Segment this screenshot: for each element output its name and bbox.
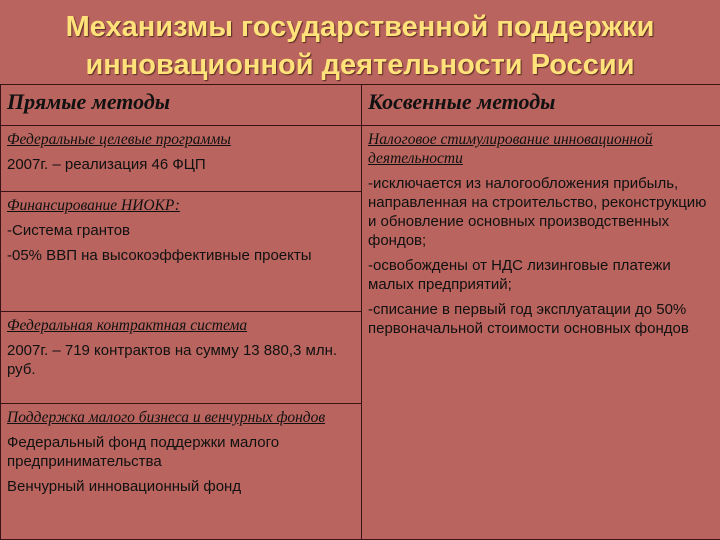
cell-heading: Федеральные целевые программы	[7, 131, 231, 149]
title-line-1: Механизмы государственной поддержки	[65, 11, 655, 43]
cell-text: -освобождены от НДС лизинговые платежи малых предприятий;	[368, 257, 671, 294]
direct-cell-venture	[1, 403, 362, 539]
direct-cell-programs	[1, 126, 362, 192]
cell-text: -исключается из налогообложения прибыль, направленная на строительство, реконструкцию и обновление основных производственных фондов;	[368, 175, 707, 250]
direct-cell-rnd	[1, 191, 362, 311]
cell-text: Венчурный инновационный фонд	[7, 477, 242, 495]
cell-heading: Финансирование НИОКР:	[7, 196, 180, 214]
cell-text: -05% ВВП на высокоэффективные проекты	[7, 246, 312, 264]
cell-text: -Система грантов	[7, 221, 131, 239]
cell-heading: Федеральная контрактная система	[7, 316, 248, 334]
indirect-cell-tax	[362, 126, 720, 540]
cell-text: 2007г. – 719 контрактов на сумму 13 880,3 млн. руб.	[7, 341, 338, 378]
direct-cell-contracts	[1, 311, 362, 403]
indirect-methods-header: Косвенные методы	[362, 85, 720, 126]
slide-title	[0, 0, 720, 86]
direct-methods-header: Прямые методы	[1, 85, 362, 126]
cell-text: Федеральный фонд поддержки малого предпринимательства	[7, 433, 280, 470]
cell-heading: Поддержка малого бизнеса и венчурных фондов	[7, 408, 326, 426]
cell-text: -списание в первый год эксплуатации до 50% первоначальной стоимости основных фондов	[368, 301, 689, 338]
methods-table	[0, 84, 720, 540]
title-line-2: инновационной деятельности России	[85, 49, 635, 81]
cell-heading: Налоговое стимулирование инновационной деятельности	[368, 131, 653, 168]
cell-text: 2007г. – реализация 46 ФЦП	[7, 156, 206, 174]
